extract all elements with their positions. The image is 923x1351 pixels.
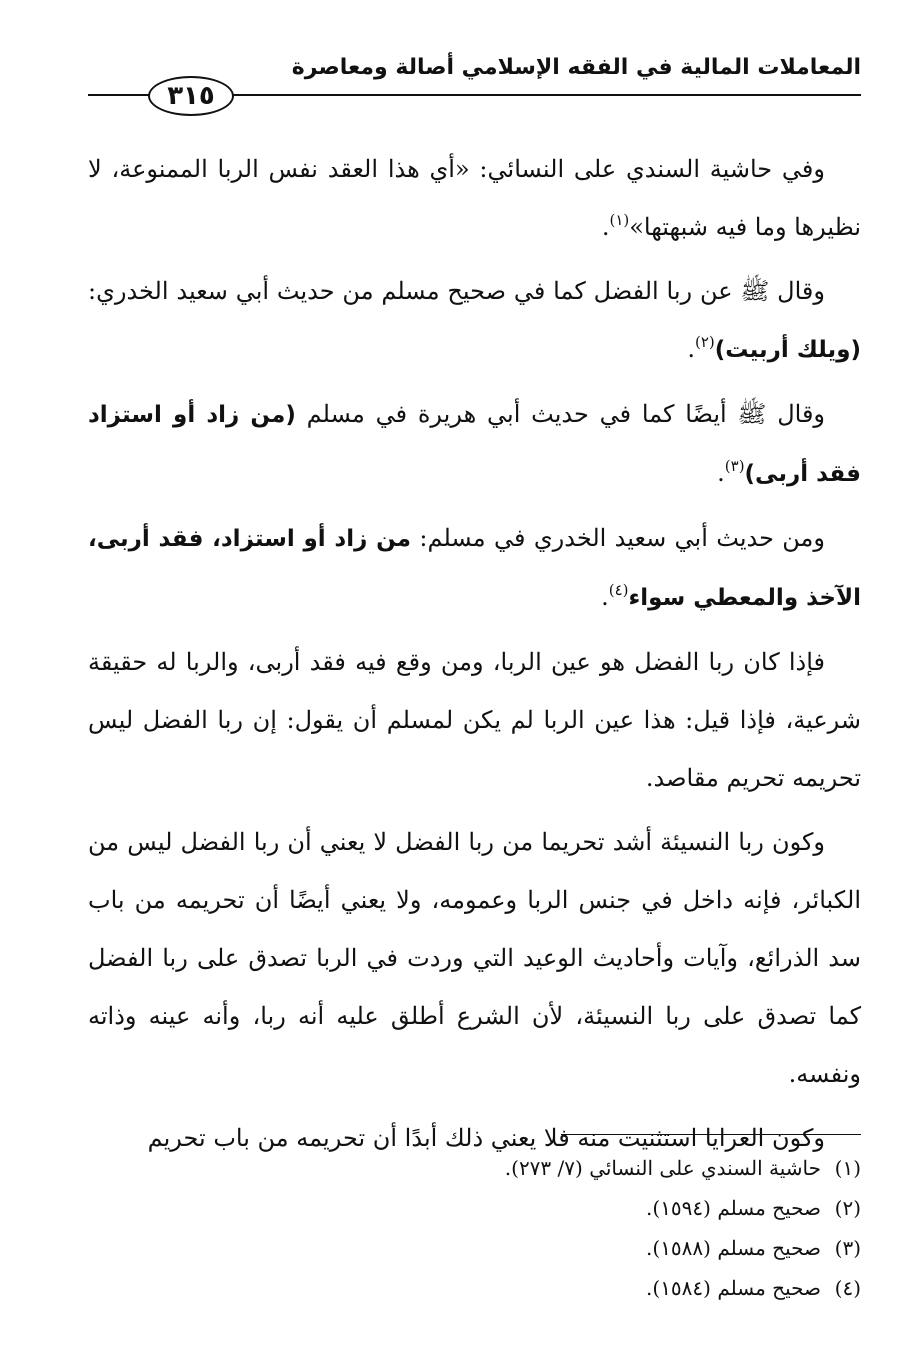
footnote-separator (561, 1134, 861, 1135)
footnotes (88, 1148, 861, 1308)
running-header-title: المعاملات المالية في الفقه الإسلامي أصالة ومعاصرة (291, 55, 861, 80)
footnote-2 (88, 1188, 861, 1228)
hadith-quote: (ويلك أربيت) (714, 337, 861, 363)
footnote-4 (88, 1268, 861, 1308)
page-number-badge: ٣١٥ (148, 76, 234, 116)
footnote-number: (٣) (834, 1236, 861, 1260)
footnote-ref: (١) (609, 211, 630, 229)
paragraph-text: ومن حديث أبي سعيد الخدري في مسلم: (411, 524, 826, 552)
paragraph-4 (88, 509, 861, 627)
paragraph-1 (88, 140, 861, 256)
footnote-3 (88, 1228, 861, 1268)
paragraph-5: فإذا كان ربا الفضل هو عين الربا، ومن وقع فيه فقد أربى، والربا له حقيقة شرعية، فإذا قيل: هذا عين الربا لم يكن لمسلم أن يقول: إن ربا الفضل ليس تحريمه تحريم مقاصد. (88, 648, 861, 792)
paragraph-2 (88, 262, 861, 379)
footnote-ref: (٣) (724, 457, 745, 475)
paragraph-end: . (687, 335, 695, 363)
paragraph-text: وفي حاشية السندي على النسائي: «أي هذا العقد نفس الربا الممنوعة، لا نظيرها وما فيه شبهتها» (88, 155, 861, 241)
footnote-text: حاشية السندي على النسائي (٧/ ٢٧٣). (504, 1156, 821, 1180)
paragraph-end: . (601, 213, 610, 241)
hadith-quote: من زاد أو استزاد، فقد أربى، الآخذ والمعطي سواء (88, 526, 861, 611)
paragraph-7: وكون العرايا استثنيت منه فلا يعني ذلك أبدًا أن تحريمه من باب تحريم (147, 1124, 825, 1152)
footnote-1 (88, 1148, 861, 1188)
hadith-quote: (من زاد أو استزاد فقد أربى) (88, 402, 861, 487)
footnote-ref: (٢) (694, 333, 715, 351)
footnote-number: (٢) (834, 1196, 861, 1220)
footnote-ref: (٤) (608, 581, 629, 599)
footnote-text: صحيح مسلم (١٥٨٤). (646, 1276, 821, 1300)
paragraph-text: وقال ﷺ أيضًا كما في حديث أبي هريرة في مسلم (295, 400, 826, 428)
footnote-text: صحيح مسلم (١٥٩٤). (646, 1196, 821, 1220)
paragraph-text: وقال ﷺ عن ربا الفضل كما في صحيح مسلم من حديث أبي سعيد الخدري: (88, 277, 825, 305)
paragraph-end: . (601, 583, 609, 611)
footnote-number: (١) (834, 1156, 861, 1180)
paragraph-6: وكون ربا النسيئة أشد تحريما من ربا الفضل لا يعني أن ربا الفضل ليس من الكبائر، فإنه داخل في جنس الربا وعمومه، ولا يعني أيضًا أن تحريمه من باب سد الذرائع، وآيات وأحاديث الوعيد التي وردت في الربا تصدق على ربا الفضل كما تصدق على ربا النسيئة، لأن الشرع أطلق عليه أنه ربا، وأنه عينه وذاته ونفسه. (88, 828, 861, 1088)
footnote-text: صحيح مسلم (١٥٨٨). (646, 1236, 821, 1260)
paragraph-3 (88, 385, 861, 503)
body-text (88, 140, 861, 1173)
paragraph-end: . (717, 459, 725, 487)
footnote-number: (٤) (834, 1276, 861, 1300)
